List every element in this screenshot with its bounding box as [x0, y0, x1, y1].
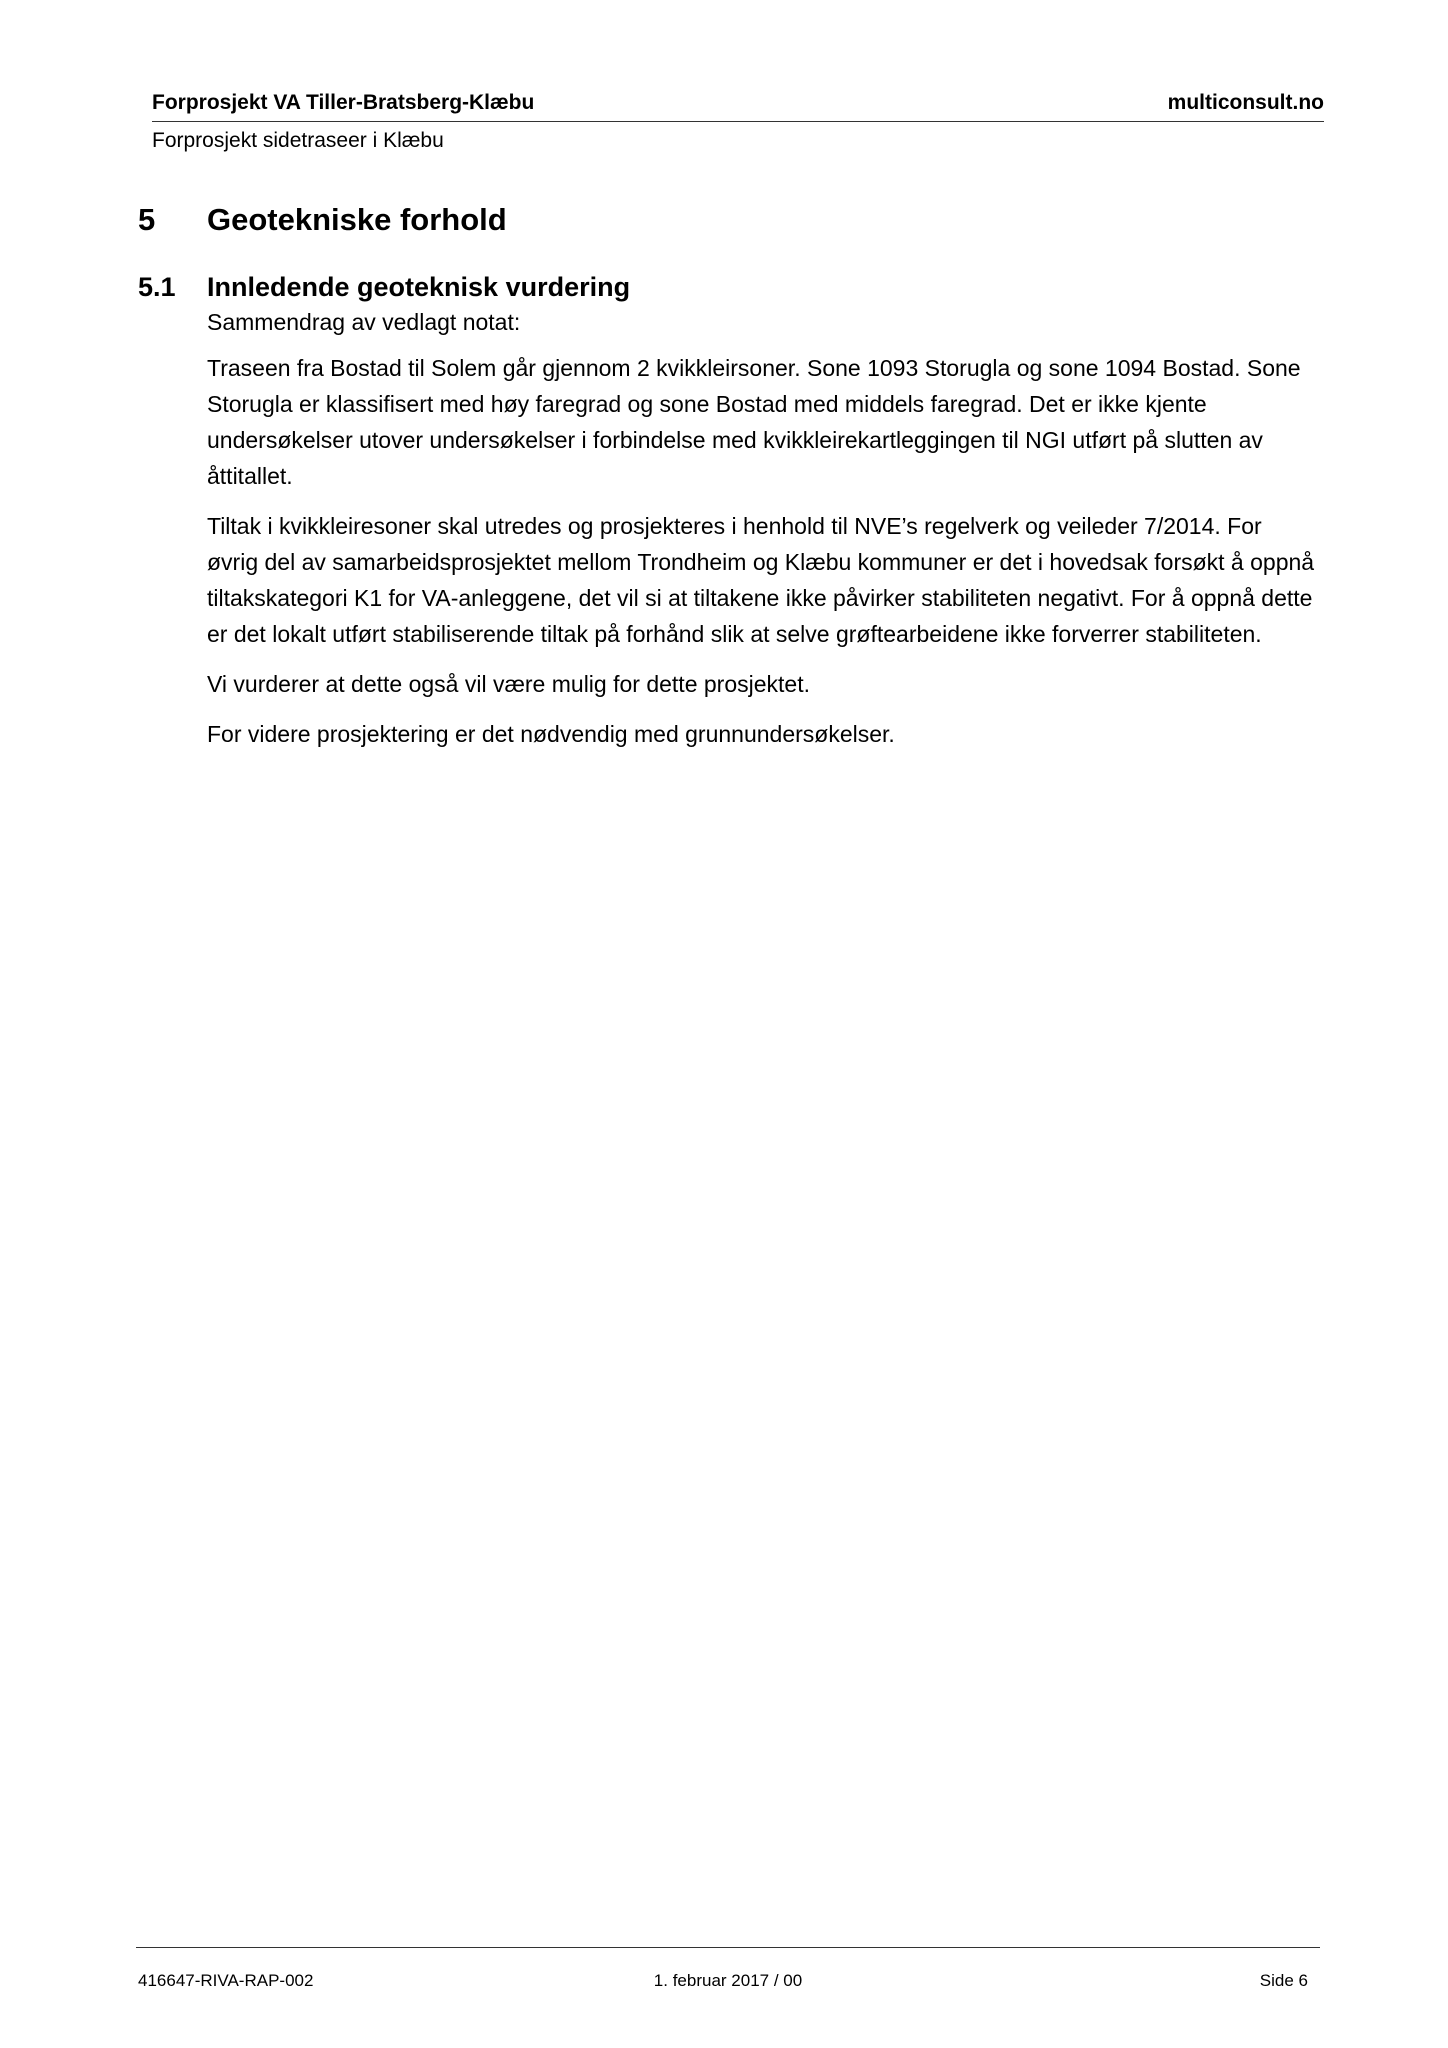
header-divider — [152, 121, 1324, 122]
section-number: 5 — [138, 202, 156, 237]
section-title: Geotekniske forhold — [207, 202, 507, 237]
header-project-title: Forprosjekt VA Tiller-Bratsberg-Klæbu — [152, 91, 535, 114]
body-lead: Sammendrag av vedlagt notat: — [207, 309, 521, 335]
footer-divider — [136, 1947, 1320, 1948]
body-paragraph-1: Traseen fra Bostad til Solem går gjennom 2 kvikkleirsoner. Sone 1093 Storugla og sone 1094 Bostad. Sone Storugla er klassifisert med høy faregrad og sone Bostad med middels faregrad. Det er ikke kjente undersøkelser utover undersøkelser i forbindelse med kvikkleirekartleggingen til NGI utført på slutten av åttitallet. — [207, 355, 1301, 489]
header-subtitle: Forprosjekt sidetraseer i Klæbu — [152, 129, 444, 152]
subsection-title: Innledende geoteknisk vurdering — [207, 272, 631, 302]
body-paragraph-2: Tiltak i kvikkleiresoner skal utredes og prosjekteres i henhold til NVE’s regelverk og veileder 7/2014. For øvrig del av samarbeidsprosjektet mellom Trondheim og Klæbu kommuner er det i hovedsak forsøkt å oppnå tiltakskategori K1 for VA-anleggene, det vil si at tiltakene ikke påvirker stabiliteten negativt. For å oppnå dette er det lokalt utført stabiliserende tiltak på forhånd slik at selve grøftearbeidene ikke forverrer stabiliteten. — [207, 513, 1315, 647]
section-heading — [138, 198, 507, 242]
body-paragraph-4: For videre prosjektering er det nødvendig med grunnundersøkelser. — [207, 721, 895, 747]
body-paragraph-3: Vi vurderer at dette også vil være mulig for dette prosjektet. — [207, 671, 810, 697]
subsection-number: 5.1 — [138, 272, 176, 302]
header-row — [152, 88, 1324, 118]
page-footer — [136, 1947, 1320, 1996]
body-content — [207, 304, 1317, 766]
footer-document-id: 416647-RIVA-RAP-002 — [138, 1971, 314, 1990]
subsection-heading — [138, 268, 630, 306]
footer-row — [136, 1966, 1320, 1996]
footer-page-number: Side 6 — [1259, 1971, 1308, 1990]
header-website: multiconsult.no — [1167, 91, 1324, 114]
page-header — [152, 88, 1324, 156]
footer-date-revision: 1. februar 2017 / 00 — [653, 1971, 803, 1990]
